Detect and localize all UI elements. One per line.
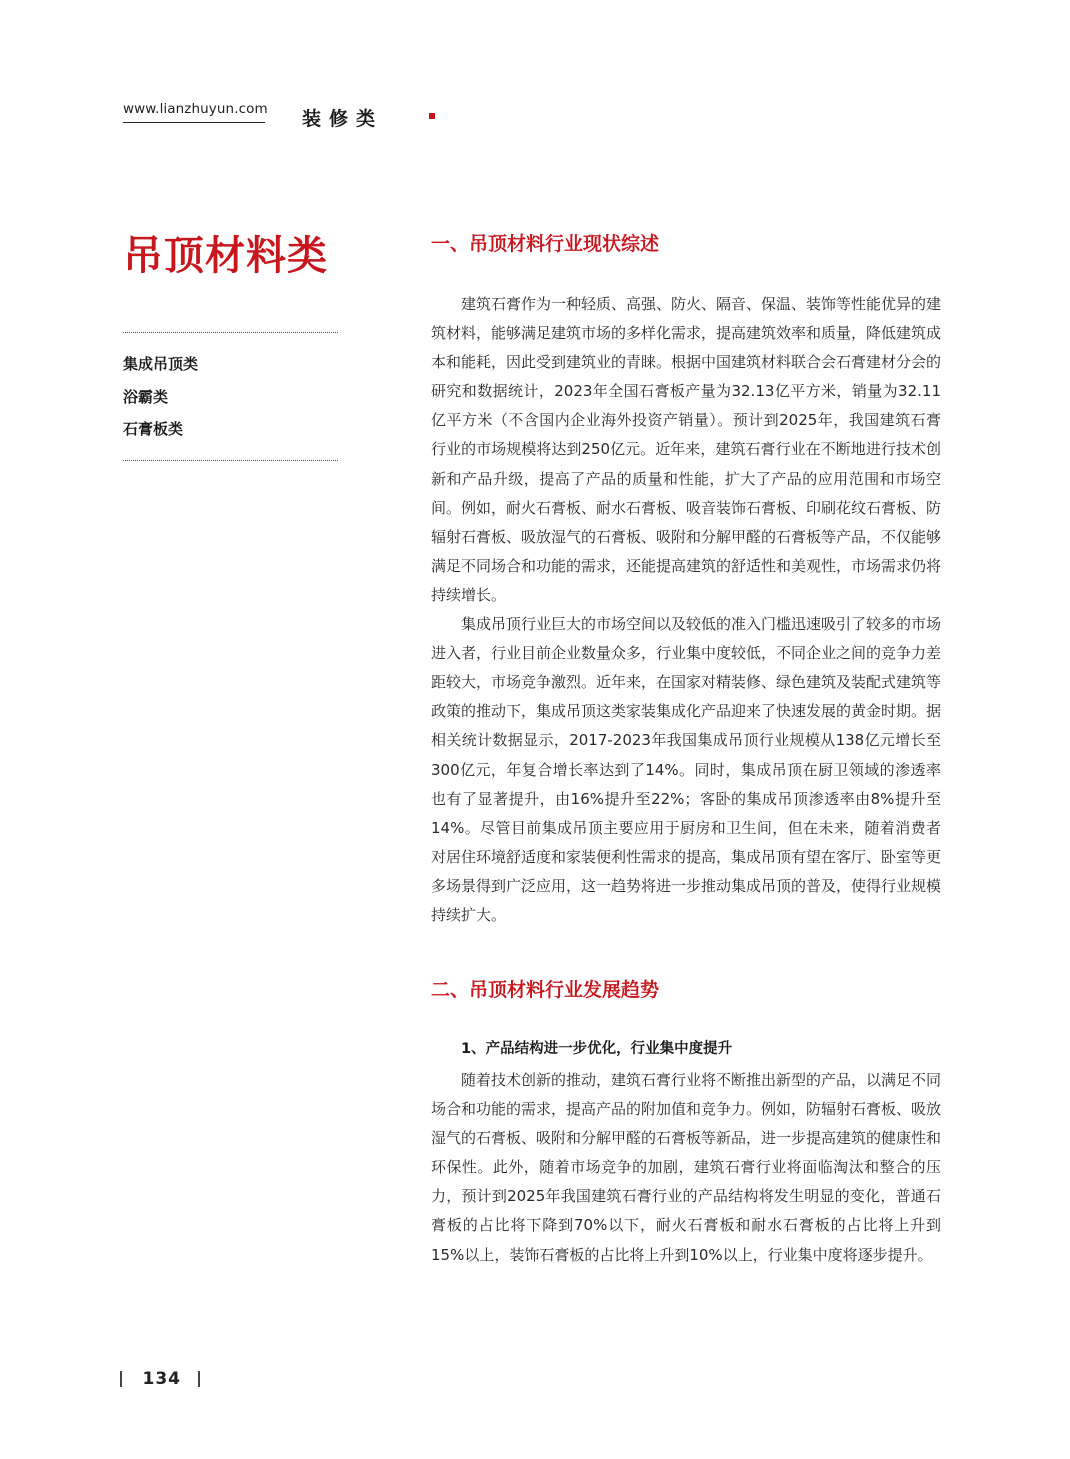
sidebar-divider-bottom [123, 460, 338, 461]
section-1-heading-wrap [431, 229, 941, 256]
sidebar-nav [123, 351, 198, 449]
section-marker [429, 113, 435, 119]
page-number: 134 [142, 1369, 181, 1389]
page-title: 吊顶材料类 [123, 233, 328, 279]
section-2-heading: 二、吊顶材料行业发展趋势 [431, 979, 660, 1001]
section-1-heading: 一、吊顶材料行业现状综述 [431, 233, 660, 255]
section-1-body [431, 290, 941, 930]
paragraph: 建筑石膏作为一种轻质、高强、防火、隔音、保温、装饰等性能优异的建筑材料，能够满足建筑市场的多样化需求，提高建筑效率和质量，降低建筑成本和能耗，因此受到建筑业的青睐。根据中国建筑材料联合会石膏建材分会的研究和数据统计，2023年全国石膏板产量为32.13亿平方米，销量为32.11亿平方米（不含国内企业海外投资产销量）。预计到2025年，我国建筑石膏行业的市场规模将达到250亿元。近年来，建筑石膏行业在不断地进行技术创新和产品升级，提高了产品的质量和性能，扩大了产品的应用范围和市场空间。例如，耐火石膏板、耐水石膏板、吸音装饰石膏板、印刷花纹石膏板、防辐射石膏板、吸放湿气的石膏板、吸附和分解甲醛的石膏板等产品，不仅能够满足不同场合和功能的需求，还能提高建筑的舒适性和美观性，市场需求仍将持续增长。 [431, 295, 942, 604]
section-2-body [431, 1066, 941, 1270]
paragraph: 集成吊顶行业巨大的市场空间以及较低的准入门槛迅速吸引了较多的市场进入者，行业目前企业数量众多，行业集中度较低，不同企业之间的竞争力差距较大，市场竞争激烈。近年来，在国家对精装修、绿色建筑及装配式建筑等政策的推动下，集成吊顶这类家装集成化产品迎来了快速发展的黄金时期。据相关统计数据显示，2017-2023年我国集成吊顶行业规模从138亿元增长至300亿元，年复合增长率达到了14%。同时，集成吊顶在厨卫领域的渗透率也有了显著提升，由16%提升至22%；客卧的集成吊顶渗透率由8%提升至14%。尽管目前集成吊顶主要应用于厨房和卫生间，但在未来，随着消费者对居住环境舒适度和家装便利性需求的提高，集成吊顶有望在客厅、卧室等更多场景得到广泛应用，这一趋势将进一步推动集成吊顶的普及，使得行业规模持续扩大。 [431, 615, 942, 924]
sidebar-item-gypsum-board[interactable]: 石膏板类 [123, 420, 184, 438]
site-url[interactable]: www.lianzhuyun.com [123, 101, 265, 123]
sidebar-item-bath-heater[interactable]: 浴霸类 [123, 387, 169, 406]
section-label: 装修类 [302, 108, 384, 130]
page-number-bar-right [198, 1371, 200, 1387]
sidebar-divider-top [123, 332, 338, 333]
section-2-heading-wrap [431, 975, 941, 1002]
section-2-subheading-wrap [431, 1037, 941, 1058]
section-2-subheading: 1、产品结构进一步优化，行业集中度提升 [461, 1041, 733, 1057]
paragraph: 随着技术创新的推动，建筑石膏行业将不断推出新型的产品，以满足不同场合和功能的需求，提高产品的附加值和竞争力。例如，防辐射石膏板、吸放湿气的石膏板、吸附和分解甲醛的石膏板等新品，进一步提高建筑的健康性和环保性。此外，随着市场竞争的加剧，建筑石膏行业将面临淘汰和整合的压力，预计到2025年我国建筑石膏行业的产品结构将发生明显的变化，普通石膏板的占比将下降到70%以下，耐火石膏板和耐水石膏板的占比将上升到15%以上，装饰石膏板的占比将上升到10%以上，行业集中度将逐步提升。 [431, 1071, 942, 1264]
sidebar-item-integrated-ceiling[interactable]: 集成吊顶类 [123, 355, 199, 373]
page-number-bar-left [120, 1371, 122, 1387]
page-footer [120, 1366, 200, 1392]
